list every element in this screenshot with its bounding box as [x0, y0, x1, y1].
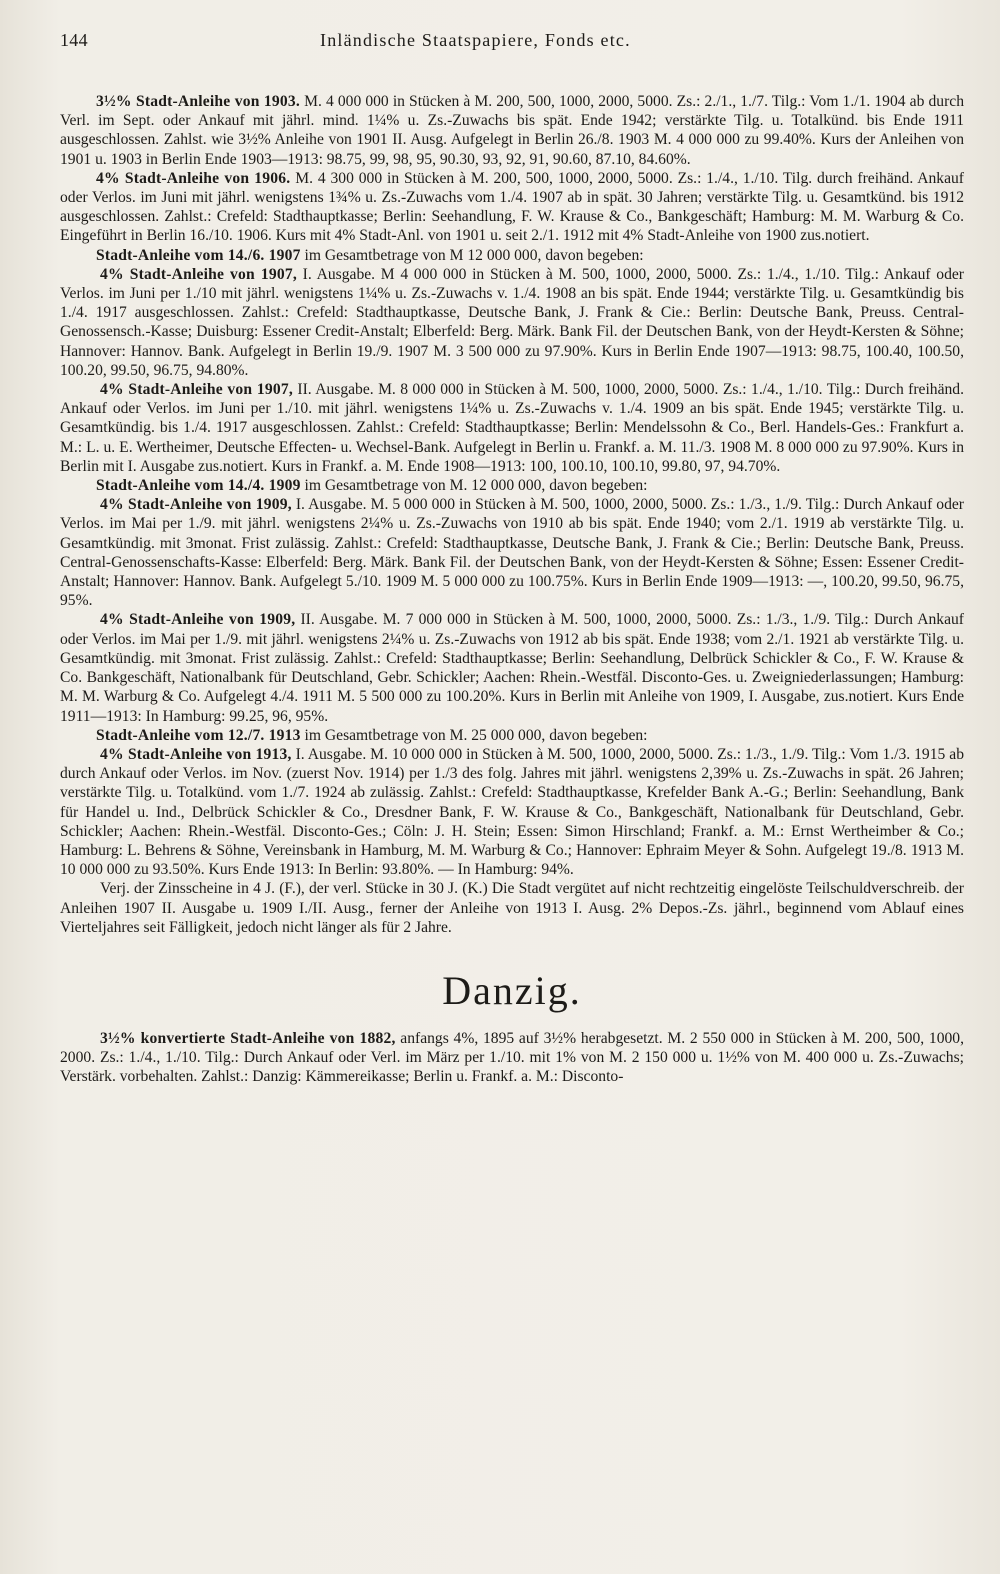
paragraph-7 [60, 495, 964, 610]
entry-heading: 3½% Stadt-Anleihe von 1903. [96, 93, 300, 110]
entry-heading: Stadt-Anleihe vom 14./6. 1907 [96, 246, 301, 264]
entry-heading: 4% Stadt-Anleihe von 1907, [100, 381, 293, 399]
entry-text: I. Ausgabe. M. 10 000 000 in Stücken à M. 500, 1000, 2000, 5000. Zs.: 1./3., 1./9. Tilg.: Vom 1./3. 1915 ab durch Ankauf oder Verlos. im Nov. (zuerst Nov. 1914) per 1./3 des folg. Jahres mit jährl. wenigstens 2,39% u. Zs.-Zuwachs in spät. 26 Jahren; verstärkte Tilg. u. Totalkünd. vom 1./7. 1924 ab zulässig. Zahlst.: Crefeld: Stadthauptkasse, Krefelder Bank A.-G.; Berlin: Seehandlung, Bank für Handel u. Ind., Delbrück Schickler & Co., Dresdner Bank, F. W. Krause & Co., Bankgeschäft, Nationalbank für Deutschland, Gebr. Schickler; Aachen: Rhein.-Westfäl. Disconto-Ges.; Cöln: J. H. Stein; Essen: Simon Hirschland; Frankf. a. M.: Ernst Wertheimber & Co.; Hamburg: L. Behrens & Söhne, Vereinsbank in Hamburg, M. M. Warburg & Co.; Hannover: Ephraim Meyer & Sohn. Aufgelegt 19./8. 1913 M. 10 000 000 zu 93.50%. Kurs Ende 1913: In Berlin: 93.80%. — In Hamburg: 94%. [60, 745, 964, 879]
entry-text: im Gesamtbetrage von M. 25 000 000, davon begeben: [300, 726, 648, 744]
entry-heading: 4% Stadt-Anleihe von 1909, [100, 496, 292, 514]
entry-text: im Gesamtbetrage von M 12 000 000, davon begeben: [300, 246, 644, 264]
page-number: 144 [60, 30, 88, 50]
paragraph-11 [60, 879, 964, 937]
paragraph-10 [60, 745, 964, 879]
entry-heading: 4% Stadt-Anleihe von 1907, [100, 265, 297, 283]
entry-text: II. Ausgabe. M. 7 000 000 in Stücken à M. 500, 1000, 2000, 5000. Zs.: 1./3., 1./9. Tilg.: Durch Ankauf oder Verlos. im Mai per 1./9. mit jährl. wenigstens 2¼% u. Zs.-Zuwachs von 1912 ab bis spät. Ende 1938; vom 2./1. 1921 ab verstärkte Tilg. u. Gesamtkündig. mit 3monat. Frist zulässig. Zahlst.: Crefeld: Stadthauptkasse; Berlin: Seehandlung, Delbrück Schickler & Co., F. W. Krause & Co. Bankgeschäft, Nationalbank für Deutschland, Gebr. Schickler; Aachen: Rhein.-Westfäl. Disconto-Ges. u. Zweigniederlassungen; Hamburg: M. M. Warburg & Co. Aufgelegt 4./4. 1911 M. 5 500 000 zu 100.20%. Kurs in Berlin mit Anleihe von 1909, I. Ausgabe, zus.notiert. Kurs Ende 1911—1913: In Hamburg: 99.25, 96, 95%. [60, 611, 964, 725]
body-text [60, 92, 964, 1087]
entry-heading: Stadt-Anleihe vom 12./7. 1913 [96, 726, 301, 744]
paragraph-9 [60, 726, 964, 745]
paragraph-6 [60, 476, 964, 495]
entry-text: I. Ausgabe. M. 5 000 000 in Stücken à M. 500, 1000, 2000, 5000. Zs.: 1./3., 1./9. Tilg.: Durch Ankauf oder Verlos. im Mai per 1./9. mit jährl. wenigstens 2¼% u. Zs.-Zuwachs von 1910 ab bis spät. Ende 1940; vom 2./1. 1919 ab verstärkte Tilg. u. Gesamtkündig. mit 3monat. Frist zulässig. Zahlst.: Crefeld: Stadthauptkasse, Deutsche Bank, J. Frank & Cie.; Berlin: Deutsche Bank, Preuss. Central-Genossenschafts-Kasse: Elberfeld: Berg. Märk. Bank Fil. der Deutschen Bank, von der Heydt-Kersten & Söhne; Essen: Essener Credit-Anstalt; Hannover: Hannov. Bank. Aufgelegt 5./10. 1909 M. 5 000 000 zu 100.75%. Kurs in Berlin Ende 1909—1913: —, 100.20, 99.50, 96.75, 95%. [60, 496, 964, 610]
entry-heading: 3½% konvertierte Stadt-Anleihe von 1882, [100, 1029, 396, 1047]
entry-text: M. 4 000 000 in Stücken à M. 200, 500, 1000, 2000, 5000. Zs.: 2./1., 1./7. Tilg.: Vom 1./1. 1904 ab durch Verl. im Sept. oder Ankauf mit jährl. mind. 1¼% u. Zs.-Zuwachs bis spät. Ende 1942; verstärkte Tilg. u. Totalkünd. bis Ende 1911 ausgeschlossen. Zahlst. wie 3½% Anleihe von 1901 II. Ausg. Aufgelegt in Berlin 26./8. 1903 M. 4 000 000 zu 99.40%. Kurs der Anleihen von 1901 u. 1903 in Berlin Ende 1903—1913: 98.75, 99, 98, 95, 90.30, 93, 92, 91, 90.60, 87.10, 84.60%. [60, 93, 964, 168]
paragraph-4 [60, 265, 964, 380]
entry-heading: 4% Stadt-Anleihe von 1906. [96, 169, 291, 187]
entry-text: anfangs 4%, 1895 auf 3½% herabgesetzt. M. 2 550 000 in Stücken à M. 200, 500, 1000, 2000. Zs.: 1./4., 1./10. Tilg.: Durch Ankauf oder Verl. im März per 1./10. mit 1% von M. 2 150 000 u. 1½% von M. 400 000 u. Zs.-Zuwachs; Verstärk. vorbehalten. Zahlst.: Danzig: Kämmereikasse; Berlin u. Frankf. a. M.: Disconto- [60, 1029, 964, 1086]
paragraph-8 [60, 610, 964, 725]
paragraph-3 [60, 246, 964, 265]
paragraph-1 [60, 92, 964, 169]
paragraph-2 [60, 169, 964, 246]
page-header [60, 30, 964, 70]
running-head: Inländische Staatspapiere, Fonds etc. [320, 30, 631, 50]
entry-text: im Gesamtbetrage von M. 12 000 000, davon begeben: [300, 477, 648, 495]
entry-heading: 4% Stadt-Anleihe von 1909, [100, 611, 296, 629]
entry-text: M. 4 300 000 in Stücken à M. 200, 500, 1000, 2000, 5000. Zs.: 1./4., 1./10. Tilg. durch freihänd. Ankauf oder Verlos. im Juni mit jährl. wenigstens 1¾% u. Zs.-Zuwachs vom 1./4. 1907 ab in spät. 30 Jahren; verstärkte Tilg. u. Gesamtkünd. bis 1912 ausgeschlossen. Zahlst.: Crefeld: Stadthauptkasse; Berlin: Seehandlung, F. W. Krause & Co., Bankgeschäft; Hamburg: M. M. Warburg & Co. Eingeführt in Berlin 16./10. 1906. Kurs mit 4% Stadt-Anl. von 1901 u. seit 2./1. 1912 mit 4% Stadt-Anleihe von 1900 zus.notiert. [60, 169, 964, 245]
paragraph-5 [60, 380, 964, 476]
entry-heading: Stadt-Anleihe vom 14./4. 1909 [96, 477, 301, 495]
entry-text: I. Ausgabe. M 4 000 000 in Stücken à M. 500, 1000, 2000, 5000. Zs.: 1./4., 1./10. Tilg.: Ankauf oder Verlos. im Juni per 1./10 mit jährl. wenigstens 1¼% u. Zs.-Zuwachs v. 1./4. 1908 an bis spät. Ende 1944; verstärkte Tilg. u. Gesamtkündig bis 1./4. 1917 ausgeschlossen. Zahlst.: Crefeld: Stadthauptkasse, Deutsche Bank, J. Frank & Cie.: Berlin: Deutsche Bank, Preuss. Central-Genossensch.-Kasse; Duisburg: Essener Credit-Anstalt; Elberfeld: Berg. Märk. Bank Fil. der Deutschen Bank, von der Heydt-Kersten & Söhne; Hannover: Hannov. Bank. Aufgelegt in Berlin 19./9. 1907 M. 3 500 000 zu 97.90%. Kurs in Berlin Ende 1907—1913: 98.75, 100.40, 100.50, 100.20, 99.50, 96.75, 94.80%. [60, 265, 964, 379]
entry-text: Verj. der Zinsscheine in 4 J. (F.), der verl. Stücke in 30 J. (K.) Die Stadt vergütet auf nicht rechtzeitig eingelöste Teilschuldverschreib. der Anleihen 1907 II. Ausgabe u. 1909 I./II. Ausg., ferner der Anleihe von 1913 I. Ausg. 2% Depos.-Zs. jährl., beginnend vom Ablauf eines Vierteljahres seit Fälligkeit, jedoch nicht länger als für 2 Jahre. [60, 880, 964, 936]
section-title: Danzig. [442, 967, 582, 1013]
entry-text: II. Ausgabe. M. 8 000 000 in Stücken à M. 500, 1000, 2000, 5000. Zs.: 1./4., 1./10. Tilg.: Durch freihänd. Ankauf oder Verlos. im Juni per 1./10. mit jährl. wenigstens 1¼% u. Zs.-Zuwachs v. 1./4. 1909 an bis spät. Ende 1945; verstärkte Tilg. u. Gesamtkündig. bis 1./4. 1917 ausgeschlossen. Zahlst.: Crefeld: Stadthauptkasse; Berlin: Mendelssohn & Co., Berl. Handels-Ges.: Frankfurt a. M.: L. u. E. Wertheimer, Deutsche Effecten- u. Wechsel-Bank. Aufgelegt in Berlin u. Frankf. a. M. 11./3. 1908 M. 8 000 000 zu 97.90%. Kurs in Berlin mit I. Ausgabe zus.notiert. Kurs in Frankf. a. M. Ende 1908—1913: 100, 100.10, 100.10, 99.80, 97, 94.70%. [60, 381, 964, 475]
entry-heading: 4% Stadt-Anleihe von 1913, [100, 745, 292, 763]
paragraph-12 [60, 1029, 964, 1087]
